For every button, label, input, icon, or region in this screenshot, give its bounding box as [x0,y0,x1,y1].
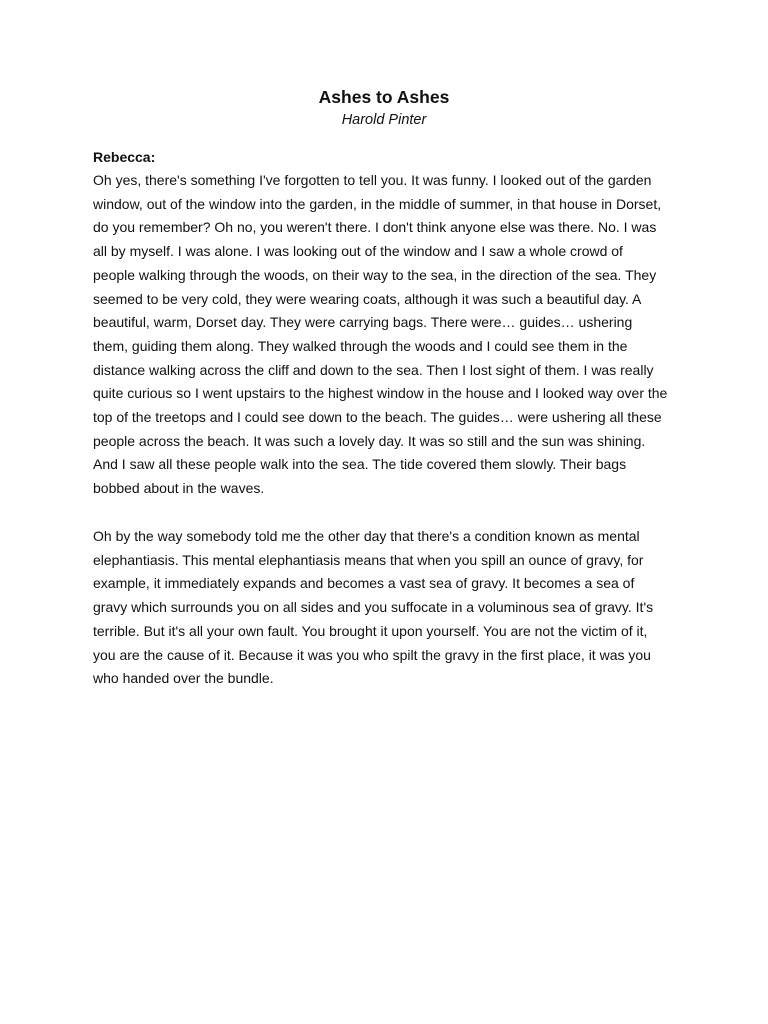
paragraph-2 [93,525,683,691]
paragraph-line: do you remember? Oh no, you weren't there. I don't think anyone else was there. No. I was [93,219,657,236]
paragraph-line: people walking through the woods, on their way to the sea, in the direction of the sea. They [93,266,657,283]
paragraph-line: bobbed about in the waves. [93,480,265,497]
paragraph-line: terrible. But it's all your own fault. You brought it upon yourself. You are not the victim of it, [93,622,648,639]
speaker-name: Rebecca: [93,149,156,165]
paragraph-line: people across the beach. It was such a lovely day. It was so still and the sun was shining. [93,432,646,449]
paragraph-line: top of the treetops and I could see down to the beach. The guides… were ushering all these [93,409,662,426]
paragraph-line: Oh yes, there's something I've forgotten to tell you. It was funny. I looked out of the garden [93,172,652,188]
paragraph-line: elephantiasis. This mental elephantiasis means that when you spill an ounce of gravy, for [93,551,644,568]
paragraph-line: them, guiding them along. They walked through the woods and I could see them in the [93,337,628,354]
paragraph-line: gravy which surrounds you on all sides and you suffocate in a voluminous sea of gravy. It's [93,599,654,616]
paragraph-line: quite curious so I went upstairs to the highest window in the house and I looked way over the [93,385,668,402]
paragraph-line: window, out of the window into the garden, in the middle of summer, in that house in Dorset, [93,195,662,212]
paragraph-line: you are the cause of it. Because it was you who spilt the gravy in the first place, it was you [93,646,651,663]
paragraph-line: Oh by the way somebody told me the other day that there's a condition known as mental [93,528,640,544]
paragraph-line: beautiful, warm, Dorset day. They were carrying bags. There were… guides… ushering [93,314,633,331]
paragraph-line: all by myself. I was alone. I was looking out of the window and I saw a whole crowd of [93,243,623,260]
paragraph-line: example, it immediately expands and becomes a vast sea of gravy. It becomes a sea of [93,575,635,592]
document-author: Harold Pinter [341,112,427,128]
paragraph-line: And I saw all these people walk into the sea. The tide covered them slowly. Their bags [93,456,627,473]
paragraph-1 [93,169,683,501]
paragraph-line: seemed to be very cold, they were wearing coats, although it was such a beautiful day. A [93,290,642,307]
paragraph-line: who handed over the bundle. [93,670,274,687]
document-title: Ashes to Ashes [318,87,450,107]
paragraph-line: distance walking across the cliff and down to the sea. Then I lost sight of them. I was really [93,361,654,378]
